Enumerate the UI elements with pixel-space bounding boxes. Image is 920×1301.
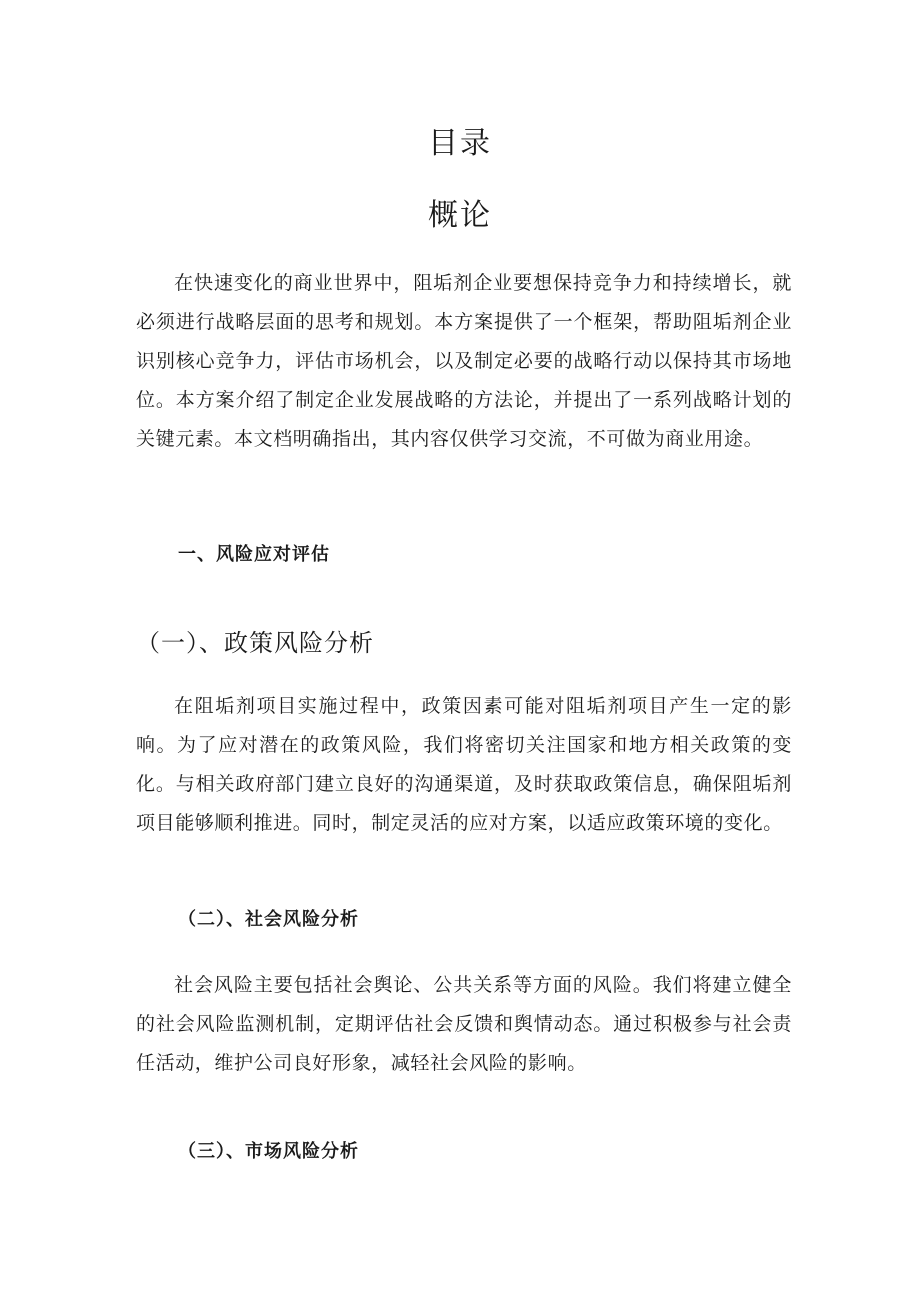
policy-risk-paragraph: 在阻垢剂项目实施过程中，政策因素可能对阻垢剂项目产生一定的影响。为了应对潜在的政策风险，我们将密切关注国家和地方相关政策的变化。与相关政府部门建立良好的沟通渠道，及时获取政策信息，确保阻垢剂项目能够顺利推进。同时，制定灵活的应对方案，以适应政策环境的变化。: [136, 695, 792, 834]
subsection-heading-social-risk: （二）、社会风险分析: [178, 909, 359, 930]
section-heading-risk-assessment: 一、风险应对评估: [178, 544, 330, 565]
overview-title: 概论: [428, 198, 492, 233]
social-risk-paragraph: 社会风险主要包括社会舆论、公共关系等方面的风险。我们将建立健全的社会风险监测机制，定期评估社会反馈和舆情动态。通过积极参与社会责任活动，维护公司良好形象，减轻社会风险的影响。: [136, 974, 792, 1074]
subsection-heading-market-risk: （三）、市场风险分析: [178, 1141, 359, 1162]
subsection-heading-policy-risk: （一）、政策风险分析: [136, 629, 374, 657]
intro-paragraph: 在快速变化的商业世界中，阻垢剂企业要想保持竞争力和持续增长，就必须进行战略层面的思考和规划。本方案提供了一个框架，帮助阻垢剂企业识别核心竞争力，评估市场机会，以及制定必要的战略行动以保持其市场地位。本方案介绍了制定企业发展战略的方法论，并提出了一系列战略计划的关键元素。本文档明确指出，其内容仅供学习交流，不可做为商业用途。: [136, 272, 792, 450]
toc-title: 目录: [428, 126, 492, 161]
